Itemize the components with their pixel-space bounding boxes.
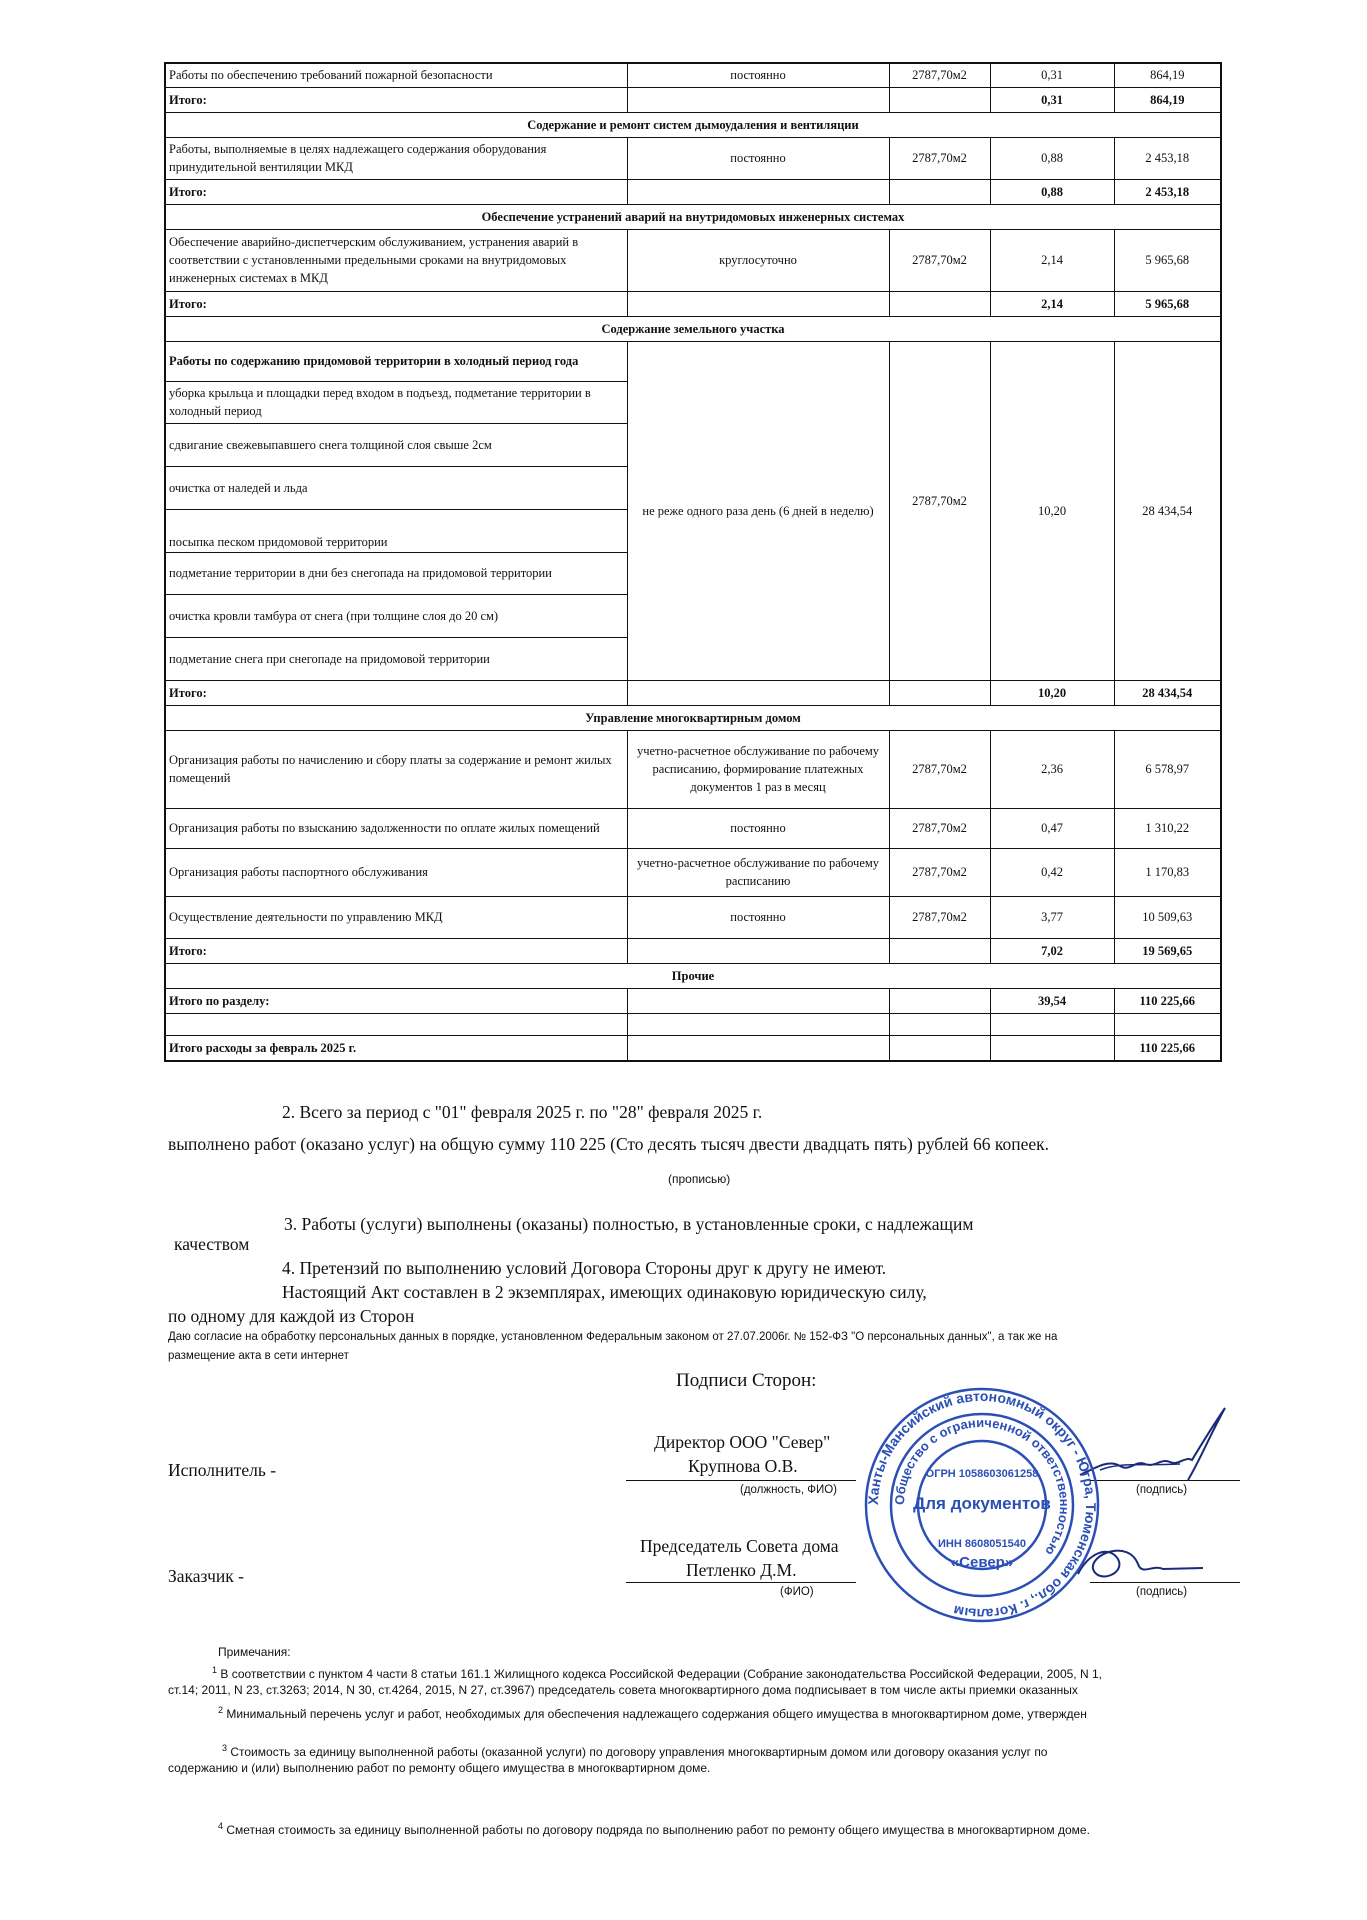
section-total-sum: 110 225,66 [1114,988,1221,1013]
company-seal [862,1385,1102,1625]
executor-label: Исполнитель - [168,1460,277,1480]
subtotal-label: Итого: [165,938,627,963]
work-period: постоянно [627,137,889,179]
subtotal-sum: 864,19 [1114,87,1221,112]
footnote-3: $^3$ Стоимость за единицу выполненной работы (оказанной услуги) по договору управления многоквартирным домом или договору оказания услуг по [222,1743,1048,1759]
propisyu-caption: (прописью) [668,1172,731,1186]
work-sum: 864,19 [1114,63,1221,87]
seal-outer-text: Ханты-Мансийский автономный округ - Югра, Тюменская обл., г. Когалым [864,1387,1100,1623]
svg-text:Общество с ограниченной ответс [892,1415,1072,1558]
customer-sign-caption: (подпись) [1136,1586,1188,1598]
subtotal-rate: 10,20 [990,680,1114,705]
work-name: Организация работы паспортного обслуживания [165,848,627,896]
table-row [165,137,1221,179]
work-sum: 10 509,63 [1114,896,1221,938]
work-period: постоянно [627,808,889,848]
subtotal-sum: 2 453,18 [1114,179,1221,204]
subtotal-rate: 0,31 [990,87,1114,112]
land-item: очистка от наледей и льда [165,466,627,509]
subtotal-row [165,291,1221,316]
subtotal-sum: 5 965,68 [1114,291,1221,316]
notes-title: Примечания: [218,1645,291,1659]
footnote-1: $^1$ В соответствии с пунктом 4 части 8 статьи 161.1 Жилищного кодекса Российской Федерации (Собрание законодательства Российской Федерации, 2005, N 1, [212,1665,1102,1681]
customer-position: Председатель Совета дома [640,1536,839,1556]
subtotal-sum: 19 569,65 [1114,938,1221,963]
customer-name: Петленко Д.М. [686,1560,797,1580]
subtotal-label: Итого: [165,291,627,316]
work-sum: 2 453,18 [1114,137,1221,179]
work-period: учетно-расчетное обслуживание по рабочему расписанию [627,848,889,896]
land-rate: 10,20 [990,341,1114,680]
land-item: подметание территории в дни без снегопада на придомовой территории [165,552,627,594]
section-header-row [165,316,1221,341]
land-item: очистка кровли тамбура от снега (при толщине слоя до 20 см) [165,594,627,637]
work-unit: 2787,70м2 [889,848,990,896]
paragraph-2: 2. Всего за период с "01" февраля 2025 г. по "28" февраля 2025 г. [282,1102,763,1122]
footnote-2: $^2$ Минимальный перечень услуг и работ, необходимых для обеспечения надлежащего содержания общего имущества в многоквартирном доме, утвержден [218,1705,1087,1721]
table-row [165,848,1221,896]
subtotal-row [165,680,1221,705]
work-period: постоянно [627,63,889,87]
executor-position: Директор ООО "Север" [654,1432,831,1452]
table-row [165,808,1221,848]
grand-total-row [165,1035,1221,1061]
land-group-header: Работы по содержанию придомовой территории в холодный период года [165,341,627,381]
work-sum: 6 578,97 [1114,730,1221,808]
table-row [165,730,1221,808]
section-header-row [165,705,1221,730]
work-rate: 2,14 [990,229,1114,291]
section-header-row [165,963,1221,988]
work-unit: 2787,70м2 [889,137,990,179]
work-name: Организация работы по взысканию задолженности по оплате жилых помещений [165,808,627,848]
executor-name: Крупнова О.В. [688,1456,798,1476]
section-title: Обеспечение устранений аварий на внутридомовых инженерных системах [165,204,1221,229]
grand-total-sum: 110 225,66 [1114,1035,1221,1061]
land-item: сдвигание свежевыпавшего снега толщиной слоя свыше 2см [165,423,627,466]
footnote-3-cont: содержанию и (или) выполнению работ по ремонту общего имущества в многоквартирном доме. [168,1761,711,1775]
subtotal-label: Итого: [165,179,627,204]
work-name: Осуществление деятельности по управлению МКД [165,896,627,938]
subtotal-row [165,179,1221,204]
works-table [164,62,1222,1062]
land-sum: 28 434,54 [1114,341,1221,680]
table-row [165,63,1221,87]
subtotal-sum: 28 434,54 [1114,680,1221,705]
spacer-row [165,1013,1221,1035]
consent-line-2: размещение акта в сети интернет [168,1350,349,1362]
table-row [165,341,1221,381]
section-header-row [165,204,1221,229]
footnote-1-cont: ст.14; 2011, N 23, ст.3263; 2014, N 30, ст.4264, 2015, N 27, ст.3967) председатель совета многоквартирного дома подписывает в том числе акты приемки оказанных [168,1683,1078,1697]
paragraph-4: 4. Претензий по выполнению условий Договора Стороны друг к другу не имеют. [282,1258,887,1278]
work-unit: 2787,70м2 [889,229,990,291]
land-item: посыпка песком придомовой территории [165,509,627,552]
subtotal-rate: 2,14 [990,291,1114,316]
subtotal-row [165,87,1221,112]
section-total-row [165,988,1221,1013]
work-sum: 1 310,22 [1114,808,1221,848]
work-name: Обеспечение аварийно-диспетчерским обслуживанием, устранения аварий в соответствии с установленными предельными сроками на внутридомовых инженерных системах в МКД [165,229,627,291]
work-name: Организация работы по начислению и сбору платы за содержание и ремонт жилых помещений [165,730,627,808]
seal-center: Для документов [913,1494,1051,1513]
section-title: Управление многоквартирным домом [165,705,1221,730]
work-sum: 1 170,83 [1114,848,1221,896]
work-sum: 5 965,68 [1114,229,1221,291]
section-total-rate: 39,54 [990,988,1114,1013]
land-item: уборка крыльца и площадки перед входом в подъезд, подметание территории в холодный период [165,381,627,423]
work-rate: 0,47 [990,808,1114,848]
section-total-label: Итого по разделу: [165,988,627,1013]
work-rate: 0,88 [990,137,1114,179]
work-rate: 0,31 [990,63,1114,87]
customer-label: Заказчик - [168,1566,244,1586]
land-item: подметание снега при снегопаде на придомовой территории [165,637,627,680]
work-period: учетно-расчетное обслуживание по рабочему расписанию, формирование платежных документов 1 раз в месяц [627,730,889,808]
work-unit: 2787,70м2 [889,808,990,848]
table-row [165,896,1221,938]
executor-caption: (должность, ФИО) [740,1484,838,1496]
land-period: не реже одного раза день (6 дней в неделю) [627,341,889,680]
section-header-row [165,112,1221,137]
work-period: круглосуточно [627,229,889,291]
subtotal-label: Итого: [165,680,627,705]
work-name: Работы, выполняемые в целях надлежащего содержания оборудования принудительной вентиляции МКД [165,137,627,179]
seal-ogrn: ОГРН 1058603061258 [925,1468,1039,1480]
subtotal-rate: 0,88 [990,179,1114,204]
work-rate: 2,36 [990,730,1114,808]
subtotal-rate: 7,02 [990,938,1114,963]
executor-position-line [626,1480,856,1481]
section-title: Содержание земельного участка [165,316,1221,341]
work-unit: 2787,70м2 [889,730,990,808]
customer-position-line [626,1582,856,1583]
subtotal-label: Итого: [165,87,627,112]
land-unit: 2787,70м2 [889,341,990,680]
section-title: Прочие [165,963,1221,988]
footnote-4: $^4$ Сметная стоимость за единицу выполненной работы по договору подряда по выполнению работ по ремонту общего имущества в многоквартирном доме. [218,1821,1090,1837]
seal-inn: ИНН 8608051540 [937,1538,1027,1550]
section-title: Содержание и ремонт систем дымоудаления и вентиляции [165,112,1221,137]
paragraph-3: 3. Работы (услуги) выполнены (оказаны) полностью, в установленные сроки, с надлежащим [284,1214,974,1234]
work-unit: 2787,70м2 [889,63,990,87]
work-unit: 2787,70м2 [889,896,990,938]
table-row [165,229,1221,291]
customer-caption: (ФИО) [780,1586,814,1598]
paragraph-2-sum: выполнено работ (оказано услуг) на общую сумму 110 225 (Сто десять тысяч двести двадцать пять) рублей 66 копеек. [168,1134,1049,1154]
work-name: Работы по обеспечению требований пожарной безопасности [165,63,627,87]
consent-line-1: Даю согласие на обработку персональных данных в порядке, установленном Федеральным законом от 27.07.2006г. № 152-ФЗ "О персональных данных", а так же на [168,1331,1058,1343]
signatures-title: Подписи Сторон: [676,1370,817,1391]
work-rate: 3,77 [990,896,1114,938]
seal-name: «Север» [950,1554,1014,1571]
work-rate: 0,42 [990,848,1114,896]
paragraph-5-cont: по одному для каждой из Сторон [168,1306,415,1326]
grand-total-label: Итого расходы за февраль 2025 г. [165,1035,627,1061]
paragraph-5: Настоящий Акт составлен в 2 экземплярах, имеющих одинаковую юридическую силу, [282,1282,927,1302]
subtotal-row [165,938,1221,963]
paragraph-3-cont: качеством [174,1234,250,1254]
executor-sign-caption: (подпись) [1136,1484,1188,1496]
seal-inner-text: Общество с ограниченной ответственностью [891,1414,1073,1559]
work-period: постоянно [627,896,889,938]
